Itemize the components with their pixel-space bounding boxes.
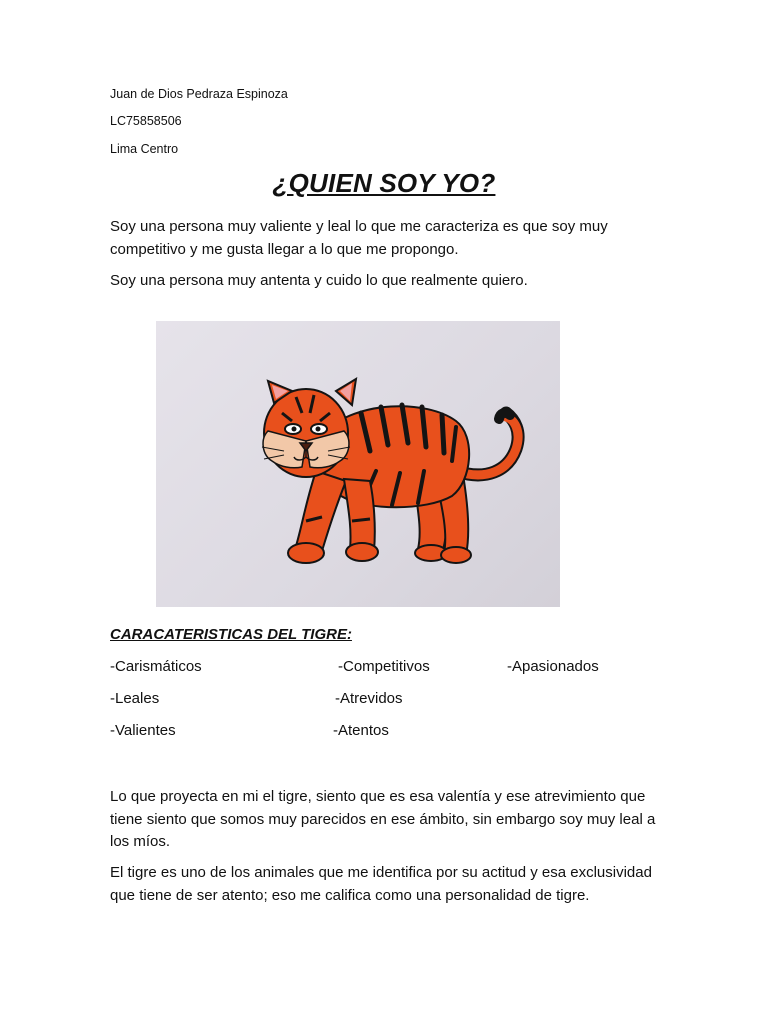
intro-paragraph-1: Soy una persona muy valiente y leal lo que me caracteriza es que soy muy competitivo y me gusta llegar a lo que me propongo. [110,218,608,258]
trait-carismaticos: -Carismáticos [110,658,202,675]
document-title: ¿QUIEN SOY YO? [272,168,496,198]
traits-heading: CARACATERISTICAS DEL TIGRE: [110,626,352,643]
trait-valientes: -Valientes [110,722,176,739]
trait-competitivos: -Competitivos [338,658,430,675]
trait-apasionados: -Apasionados [507,658,599,675]
trait-atentos: -Atentos [333,722,389,739]
tiger-illustration [156,321,560,607]
campus-name: Lima Centro [110,142,179,156]
trait-leales: -Leales [110,690,160,707]
trait-atrevidos: -Atrevidos [335,690,403,707]
closing-paragraph-2: El tigre es uno de los animales que me identifica por su actitud y esa exclusividad que tiene de ser atento; eso me califica como una personalidad de tigre. [110,864,652,904]
closing-paragraph-1: Lo que proyecta en mi el tigre, siento que es esa valentía y ese atrevimiento que tiene siento que somos muy parecidos en ese ámbito, sin embargo soy muy leal a los míos. [110,788,656,850]
author-name: Juan de Dios Pedraza Espinoza [110,87,288,101]
student-code: LC75858506 [110,114,182,128]
tiger-image [156,321,560,607]
intro-paragraph-2: Soy una persona muy antenta y cuido lo que realmente quiero. [110,272,528,289]
